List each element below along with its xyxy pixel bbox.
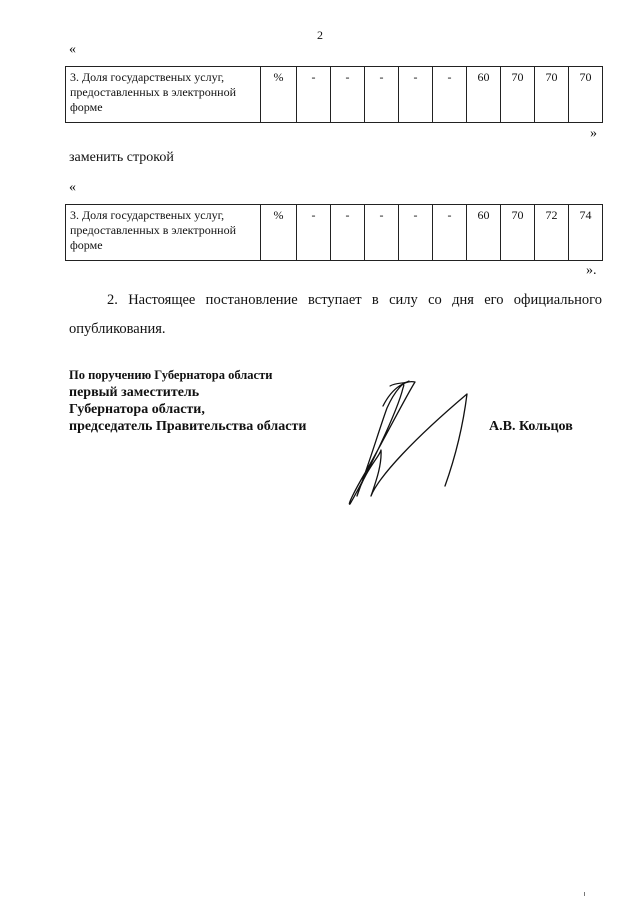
scan-mark <box>584 892 585 896</box>
value-cell: - <box>399 67 433 123</box>
unit-cell: % <box>261 205 297 261</box>
signatory-title-line: Губернатора области, <box>69 402 205 417</box>
value-cell: - <box>365 205 399 261</box>
value-cell: 60 <box>467 205 501 261</box>
page-number: 2 <box>317 28 323 42</box>
close-quote: » <box>590 126 597 141</box>
value-cell: 74 <box>569 205 603 261</box>
open-quote: « <box>69 180 76 195</box>
value-cell: 70 <box>535 67 569 123</box>
new-row-table <box>65 204 603 261</box>
value-cell: 70 <box>501 67 535 123</box>
value-cell: - <box>297 67 331 123</box>
signature-authority-line: По поручению Губернатора области <box>69 368 273 382</box>
value-cell: - <box>399 205 433 261</box>
value-cell: - <box>433 205 467 261</box>
replace-instruction: заменить строкой <box>69 150 174 165</box>
value-cell: - <box>331 205 365 261</box>
value-cell: 72 <box>535 205 569 261</box>
row-name-cell: 3. Доля государственых услуг, предоставленных в электронной форме <box>66 67 261 123</box>
value-cell: - <box>433 67 467 123</box>
value-cell: 70 <box>501 205 535 261</box>
row-name-cell: 3. Доля государственых услуг, предоставленных в электронной форме <box>66 205 261 261</box>
open-quote: « <box>69 42 76 57</box>
signatory-title-line: председатель Правительства области <box>69 419 307 434</box>
close-quote: ». <box>586 263 597 278</box>
signer-name: А.В. Кольцов <box>489 419 573 434</box>
handwritten-signature <box>335 378 485 513</box>
value-cell: - <box>297 205 331 261</box>
old-row-table <box>65 66 603 123</box>
value-cell: - <box>331 67 365 123</box>
unit-cell: % <box>261 67 297 123</box>
value-cell: 70 <box>569 67 603 123</box>
value-cell: - <box>365 67 399 123</box>
signatory-title-line: первый заместитель <box>69 385 200 400</box>
paragraph: 2. Настоящее постановление вступает в силу со дня его официального опубликования. <box>69 292 602 337</box>
value-cell: 60 <box>467 67 501 123</box>
